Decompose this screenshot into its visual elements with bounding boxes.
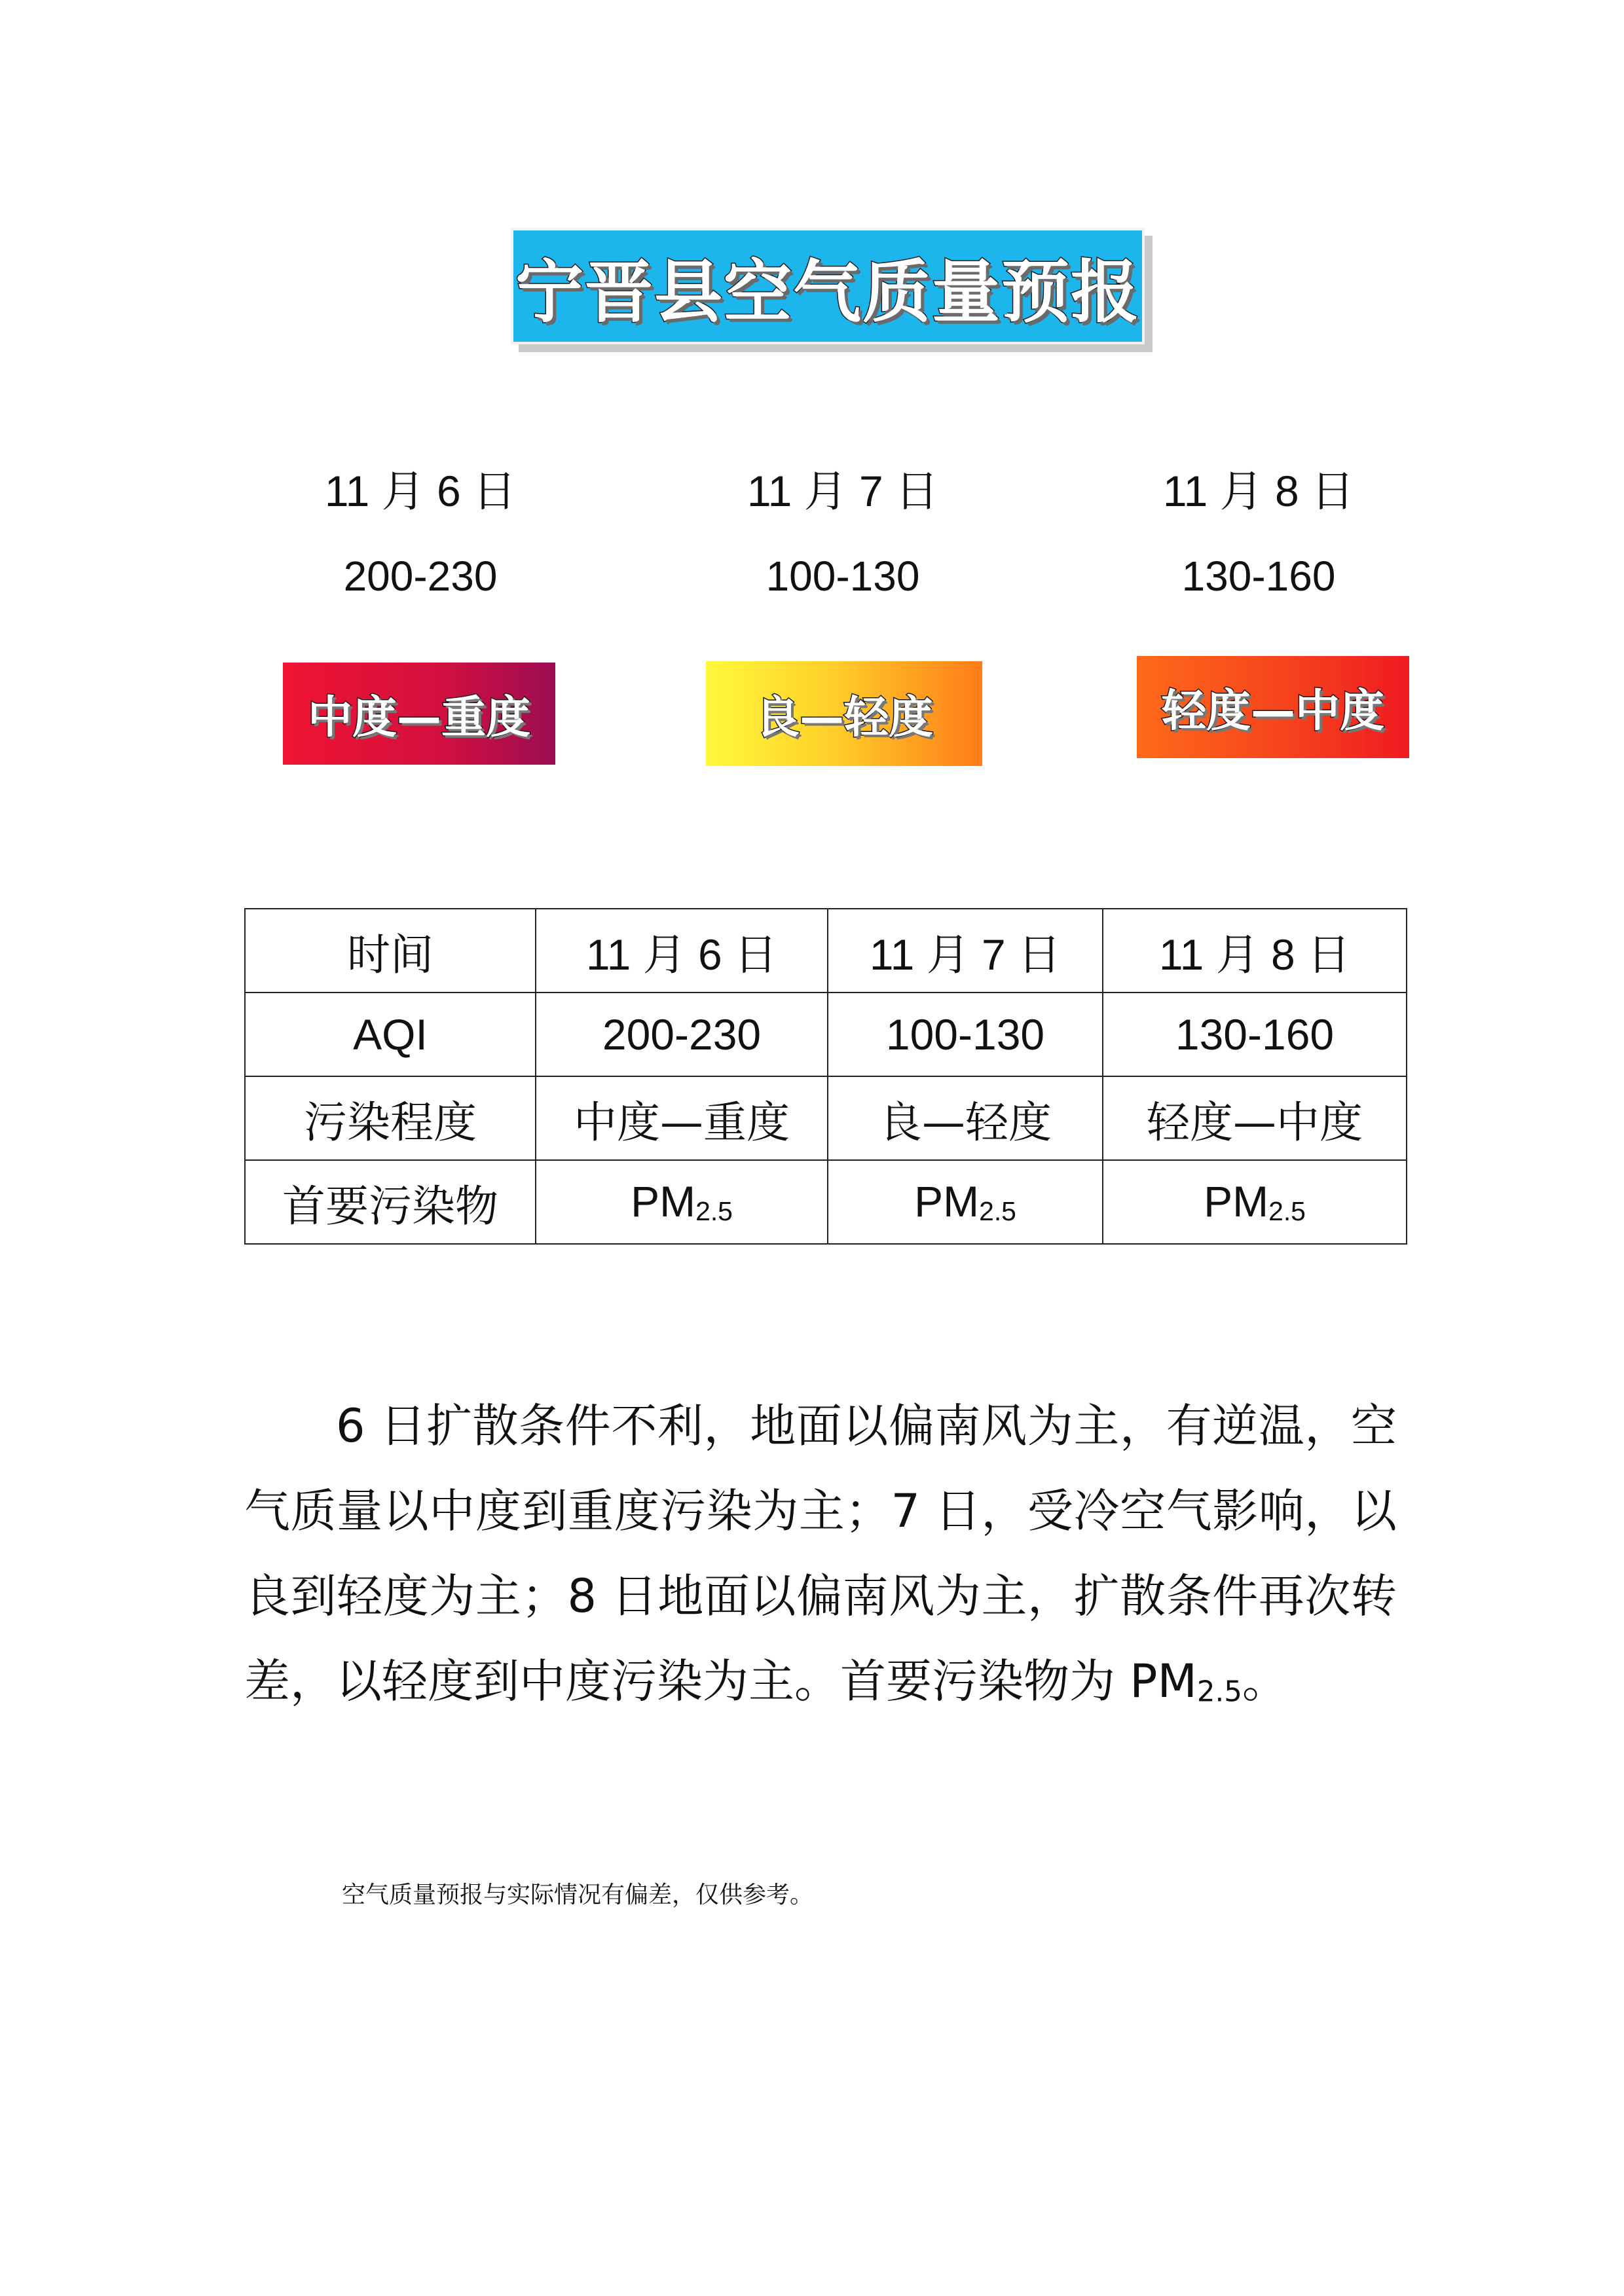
disclaimer-footnote: 空气质量预报与实际情况有偏差，仅供参考。 — [342, 1882, 814, 1908]
table-cell: 时间 — [245, 909, 536, 993]
title-banner — [511, 228, 1145, 344]
forecast-day-1 — [217, 465, 623, 602]
page-title: 宁晋县空气质量预报 — [515, 252, 1140, 332]
description-text: 6 日扩散条件不利，地面以偏南风为主，有逆温，空气质量以中度到重度污染为主；7 日，受冷空气影响，以良到轻度为主；8 日地面以偏南风为主，扩散条件再次转差，以轻度到中度污染为主。首要污染物为 PM — [244, 1399, 1397, 1708]
table-cell: AQI — [245, 993, 536, 1076]
pollutant-name: PM — [914, 1177, 980, 1226]
table-cell: 130-160 — [1103, 993, 1407, 1076]
level-badge-label: 中度—重度 — [307, 691, 530, 744]
forecast-date: 11 月 7 日 — [747, 467, 939, 515]
level-badge-day-1 — [283, 663, 555, 765]
pollutant-subscript: 2.5 — [979, 1196, 1016, 1227]
table-row-level — [245, 1076, 1407, 1160]
table-cell — [536, 1160, 828, 1244]
forecast-table — [244, 908, 1407, 1245]
table-row-pollutant — [245, 1160, 1407, 1244]
table-row-aqi — [245, 993, 1407, 1076]
forecast-description — [244, 1383, 1397, 1735]
forecast-aqi: 200-230 — [343, 553, 498, 600]
table-cell: 11 月 6 日 — [536, 909, 828, 993]
table-row-time — [245, 909, 1407, 993]
table-cell: 污染程度 — [245, 1076, 536, 1160]
forecast-date: 11 月 6 日 — [324, 467, 517, 515]
forecast-aqi: 100-130 — [766, 553, 920, 600]
pollutant-subscript: 2.5 — [1268, 1196, 1306, 1227]
table-cell: 中度—重度 — [536, 1076, 828, 1160]
table-cell: 11 月 8 日 — [1103, 909, 1407, 993]
level-badge-day-3 — [1137, 656, 1409, 758]
pollutant-name: PM — [1204, 1177, 1269, 1226]
table-cell — [828, 1160, 1103, 1244]
table-cell: 11 月 7 日 — [828, 909, 1103, 993]
table-cell: 200-230 — [536, 993, 828, 1076]
level-badge-label: 轻度—中度 — [1161, 685, 1384, 737]
table-cell: 轻度—中度 — [1103, 1076, 1407, 1160]
forecast-date: 11 月 8 日 — [1162, 467, 1355, 515]
pollutant-name: PM — [631, 1177, 696, 1226]
forecast-day-2 — [640, 465, 1046, 602]
forecast-aqi: 130-160 — [1181, 553, 1336, 600]
table-cell — [1103, 1160, 1407, 1244]
table-cell: 良—轻度 — [828, 1076, 1103, 1160]
forecast-day-3 — [1056, 465, 1462, 602]
description-subscript: 2.5 — [1196, 1675, 1242, 1709]
table-cell: 100-130 — [828, 993, 1103, 1076]
pollutant-subscript: 2.5 — [695, 1196, 733, 1227]
description-end: 。 — [1242, 1654, 1288, 1708]
table-cell: 首要污染物 — [245, 1160, 536, 1244]
level-badge-day-2 — [706, 661, 982, 766]
level-badge-label: 良—轻度 — [754, 691, 933, 744]
